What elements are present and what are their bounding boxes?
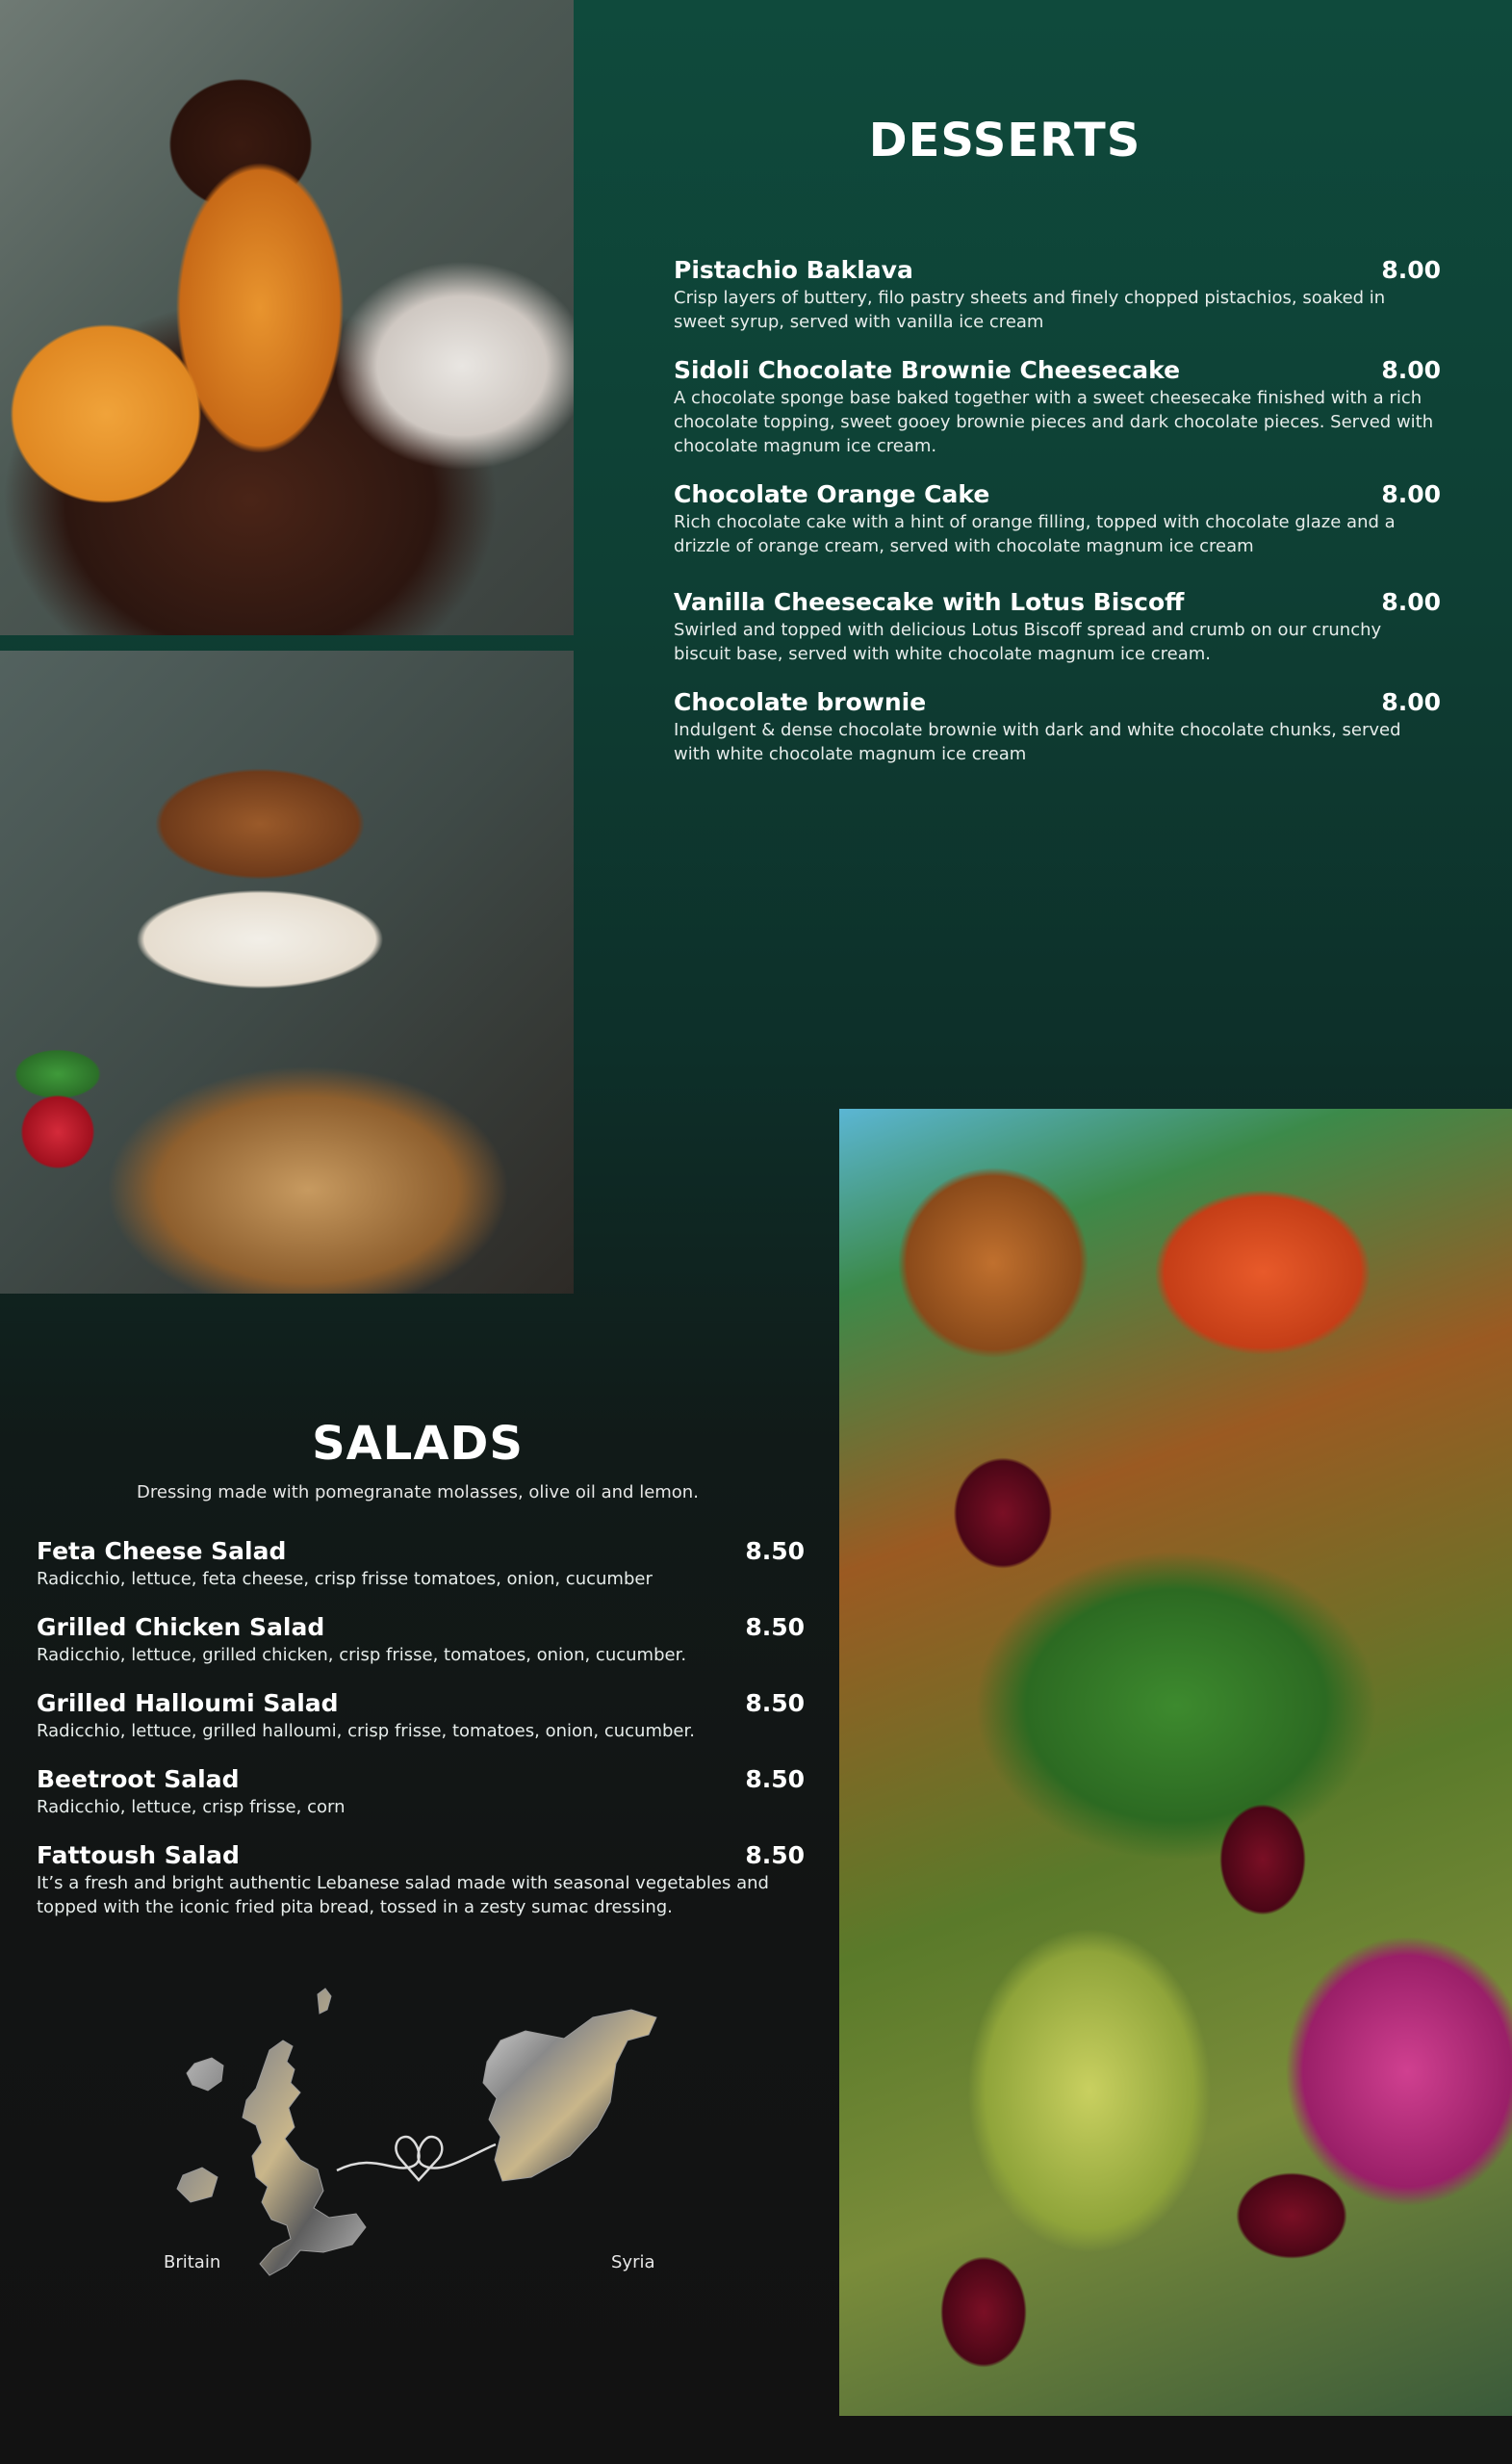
britain-map-shape [177,1989,366,2275]
item-name: Sidoli Chocolate Brownie Cheesecake [674,356,1181,384]
heart-connector-line [337,2137,496,2180]
item-description: Rich chocolate cake with a hint of orange filling, topped with chocolate glaze and a drizzle of orange cream, served with chocolate magnum ice cream [674,512,1396,556]
item-description: Radicchio, lettuce, crisp frisse, corn [37,1797,346,1817]
item-description: Radicchio, lettuce, grilled halloumi, crisp frisse, tomatoes, onion, cucumber. [37,1721,695,1741]
dessert-photo-lotus-cheesecake [0,651,574,1294]
item-price: 8.50 [745,1841,805,1869]
item-description: Crisp layers of buttery, filo pastry sheets and finely chopped pistachios, soaked in sweet syrup, served with vanilla ice cream [674,288,1386,332]
item-price: 8.50 [745,1765,805,1793]
item-price: 8.50 [745,1689,805,1717]
map-label-britain: Britain [164,2252,221,2272]
item-price: 8.00 [1381,480,1441,508]
item-name: Feta Cheese Salad [37,1537,287,1565]
item-price: 8.00 [1381,356,1441,384]
dressing-note: Dressing made with pomegranate molasses, olive oil and lemon. [137,1482,699,1502]
syria-map-shape [483,2010,656,2181]
item-name: Grilled Chicken Salad [37,1613,325,1641]
menu-item [674,688,1441,766]
item-price: 8.50 [745,1537,805,1565]
item-name: Vanilla Cheesecake with Lotus Biscoff [674,588,1185,616]
item-price: 8.00 [1381,256,1441,284]
item-price: 8.00 [1381,688,1441,716]
menu-item [674,480,1441,558]
menu-item [674,356,1441,458]
map-label-syria: Syria [611,2252,655,2272]
item-name: Fattoush Salad [37,1841,240,1869]
item-description: Swirled and topped with delicious Lotus Biscoff spread and crumb on our crunchy biscuit base, served with white chocolate magnum ice cream. [674,620,1382,664]
item-description: Radicchio, lettuce, grilled chicken, crisp frisse, tomatoes, onion, cucumber. [37,1645,687,1665]
dessert-photo-orange-cake [0,0,574,635]
item-name: Beetroot Salad [37,1765,240,1793]
item-description: Radicchio, lettuce, feta cheese, crisp frisse tomatoes, onion, cucumber [37,1569,653,1589]
menu-item [37,1765,805,1819]
item-description: It’s a fresh and bright authentic Lebanese salad made with seasonal vegetables and topped with the iconic fried pita bread, tossed in a zesty sumac dressing. [37,1873,769,1917]
item-description: A chocolate sponge base baked together with a sweet cheesecake finished with a rich chocolate topping, sweet gooey brownie pieces and dark chocolate pieces. Served with chocolate magnum ice cream. [674,388,1434,456]
item-price: 8.00 [1381,588,1441,616]
menu-item [37,1537,805,1591]
item-description: Indulgent & dense chocolate brownie with dark and white chocolate chunks, served with white chocolate magnum ice cream [674,720,1401,764]
item-name: Chocolate brownie [674,688,927,716]
item-name: Grilled Halloumi Salad [37,1689,339,1717]
menu-item [674,588,1441,666]
menu-item [37,1841,805,1919]
map-graphic [154,1983,731,2339]
item-name: Chocolate Orange Cake [674,480,990,508]
desserts-heading: DESSERTS [868,114,1141,167]
item-name: Pistachio Baklava [674,256,913,284]
salads-heading: SALADS [312,1417,524,1471]
salad-photo [839,1109,1512,2416]
menu-item [674,256,1441,334]
menu-item [37,1613,805,1667]
britain-syria-map-illustration [154,1983,731,2339]
item-price: 8.50 [745,1613,805,1641]
menu-item [37,1689,805,1743]
